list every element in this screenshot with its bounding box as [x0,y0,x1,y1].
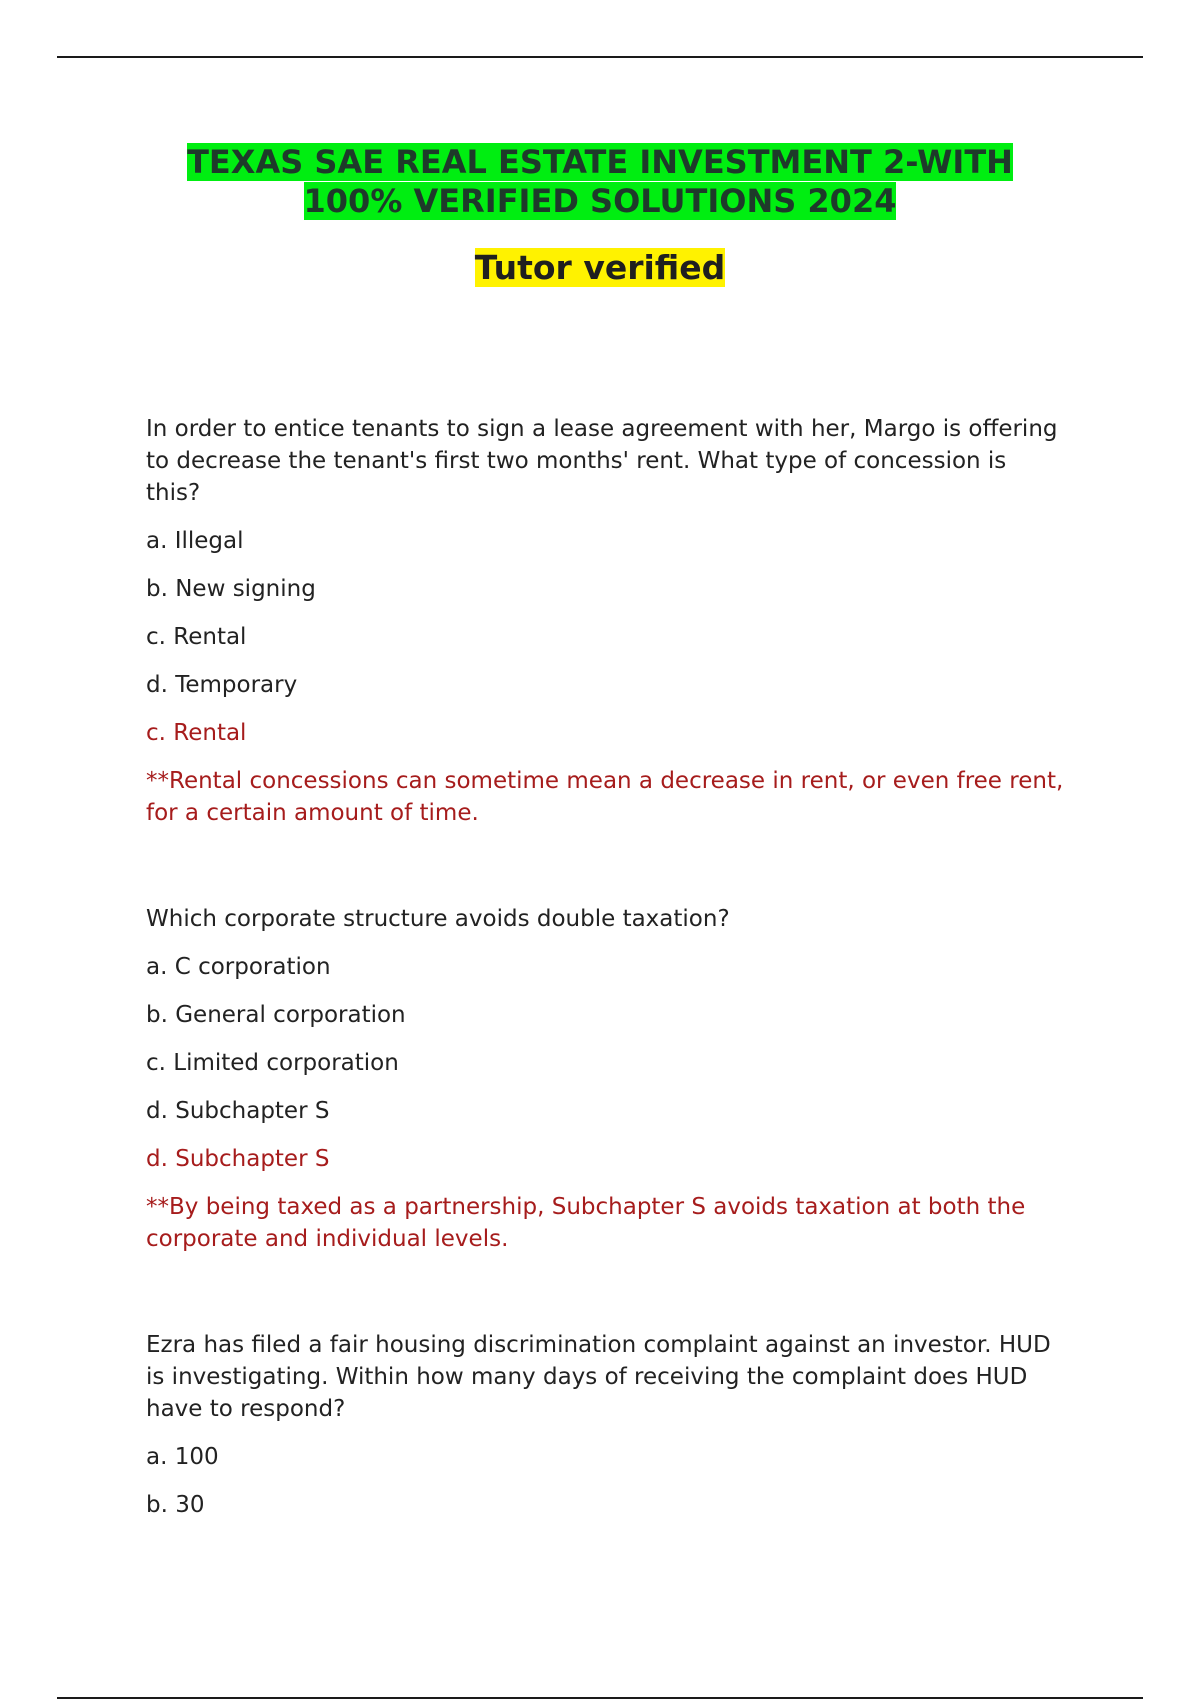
question-2 [146,903,1066,1255]
option-d: d. Subchapter S [146,1098,330,1124]
explanation-text: **By being taxed as a partnership, Subchapter S avoids taxation at both the corporate and individual levels. [146,1194,1026,1252]
question-text: Ezra has filed a fair housing discrimination complaint against an investor. HUD is investigating. Within how many days of receiving the complaint does HUD have to respond? [146,1332,1051,1422]
option-b: b. General corporation [146,1002,406,1028]
document-header [57,143,1143,290]
question-1 [146,413,1066,829]
option-d: d. Temporary [146,672,298,698]
title-line-2: 100% VERIFIED SOLUTIONS 2024 [303,182,897,220]
top-rule [57,56,1143,58]
answer-text: c. Rental [146,720,247,746]
explanation-text: **Rental concessions can sometime mean a decrease in rent, or even free rent, for a certain amount of time. [146,768,1064,826]
question-list [146,413,1066,1595]
question-3 [146,1329,1066,1521]
title-line-1: TEXAS SAE REAL ESTATE INVESTMENT 2-WITH [187,143,1013,181]
bottom-rule [57,1697,1143,1699]
question-text: In order to entice tenants to sign a lease agreement with her, Margo is offering to decrease the tenant's first two months' rent. What type of concession is this? [146,416,1058,506]
option-b: b. 30 [146,1492,205,1518]
document-title [57,143,1143,221]
option-a: a. 100 [146,1444,219,1470]
answer-text: d. Subchapter S [146,1146,330,1172]
question-text: Which corporate structure avoids double taxation? [146,906,730,932]
subtitle-text: Tutor verified [474,248,726,287]
option-c: c. Rental [146,624,247,650]
option-c: c. Limited corporation [146,1050,399,1076]
option-a: a. C corporation [146,954,331,980]
option-b: b. New signing [146,576,316,602]
document-subtitle [57,246,1143,290]
option-a: a. Illegal [146,528,244,554]
